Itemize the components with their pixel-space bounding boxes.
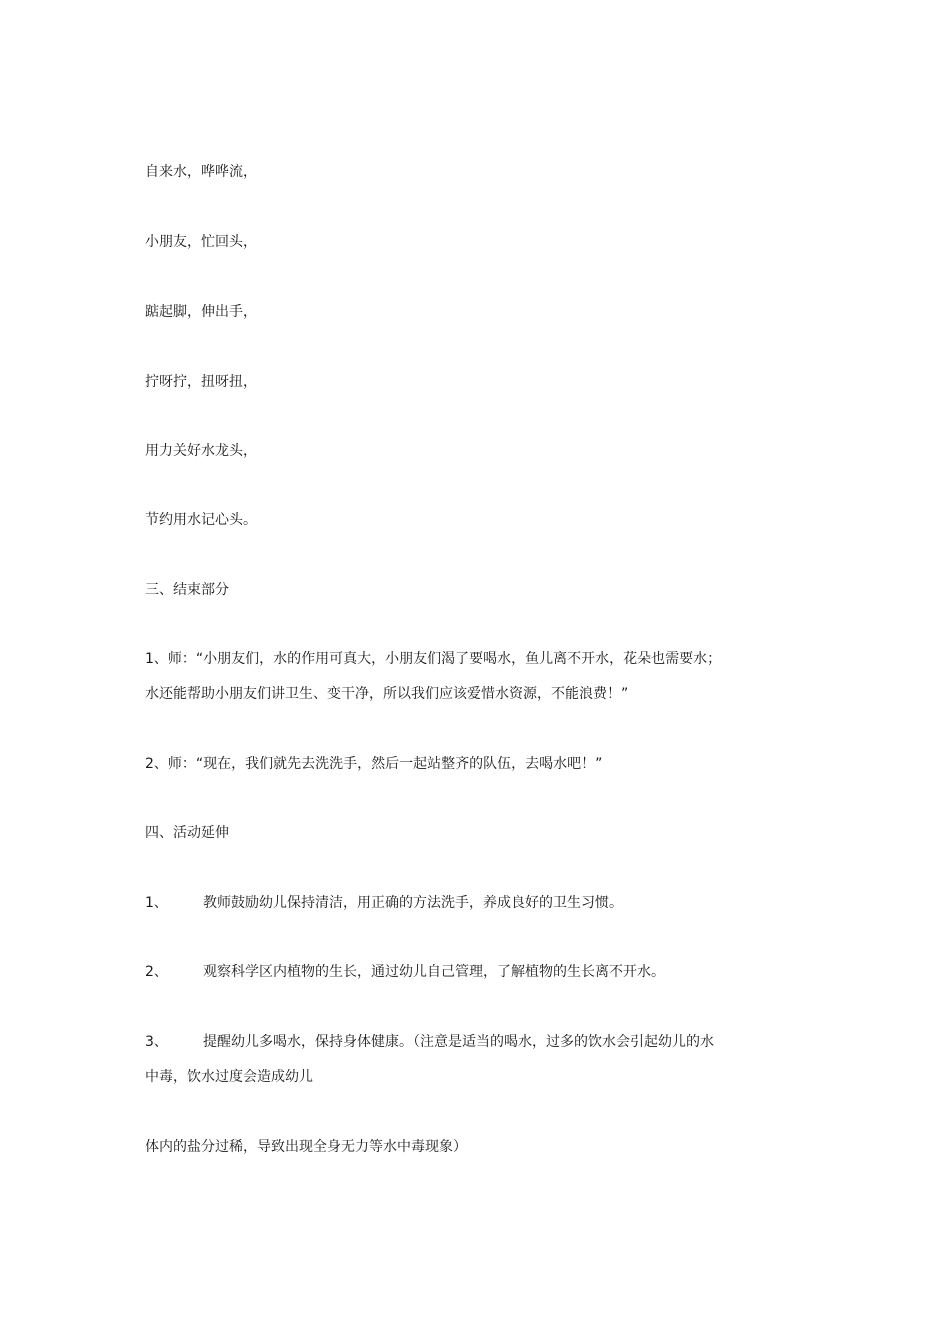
poem-line-5: 用力关好水龙头， bbox=[145, 443, 257, 459]
extension-item-1-number: 1、 bbox=[145, 895, 168, 911]
extension-item-1-text: 教师鼓励幼儿保持清洁，用正确的方法洗手，养成良好的卫生习惯。 bbox=[203, 895, 623, 911]
poem-line-1: 自来水，哗哗流， bbox=[145, 164, 257, 180]
poem-line-3: 踮起脚，伸出手， bbox=[145, 304, 257, 320]
poem-line-2: 小朋友，忙回头， bbox=[145, 234, 257, 250]
extension-item-3-text: 提醒幼儿多喝水，保持身体健康。（注意是适当的喝水，过多的饮水会引起幼儿的水 bbox=[203, 1034, 714, 1050]
poem-line-6: 节约用水记心头。 bbox=[145, 512, 257, 528]
extension-item-3 bbox=[145, 1032, 714, 1052]
extension-item-3-number: 3、 bbox=[145, 1034, 168, 1050]
extension-item-1 bbox=[145, 893, 623, 913]
extension-item-3-tail: 体内的盐分过稀，导致出现全身无力等水中毒现象） bbox=[145, 1139, 467, 1155]
section-heading-extension: 四、活动延伸 bbox=[145, 825, 229, 841]
conclusion-item-1-line-2: 水还能帮助小朋友们讲卫生、变干净，所以我们应该爱惜水资源，不能浪费！” bbox=[145, 686, 629, 702]
conclusion-item-1-line-1: 1、师：“小朋友们，水的作用可真大，小朋友们渴了要喝水，鱼儿离不开水，花朵也需要水； bbox=[145, 651, 722, 667]
section-heading-conclusion: 三、结束部分 bbox=[145, 582, 229, 598]
extension-item-2 bbox=[145, 962, 665, 982]
extension-item-3-continued: 中毒，饮水过度会造成幼儿 bbox=[145, 1069, 313, 1085]
extension-item-2-text: 观察科学区内植物的生长，通过幼儿自己管理，了解植物的生长离不开水。 bbox=[203, 964, 665, 980]
conclusion-item-2: 2、师：“现在，我们就先去洗洗手，然后一起站整齐的队伍，去喝水吧！” bbox=[145, 756, 603, 772]
extension-item-2-number: 2、 bbox=[145, 964, 168, 980]
poem-line-4: 拧呀拧，扭呀扭， bbox=[145, 374, 257, 390]
